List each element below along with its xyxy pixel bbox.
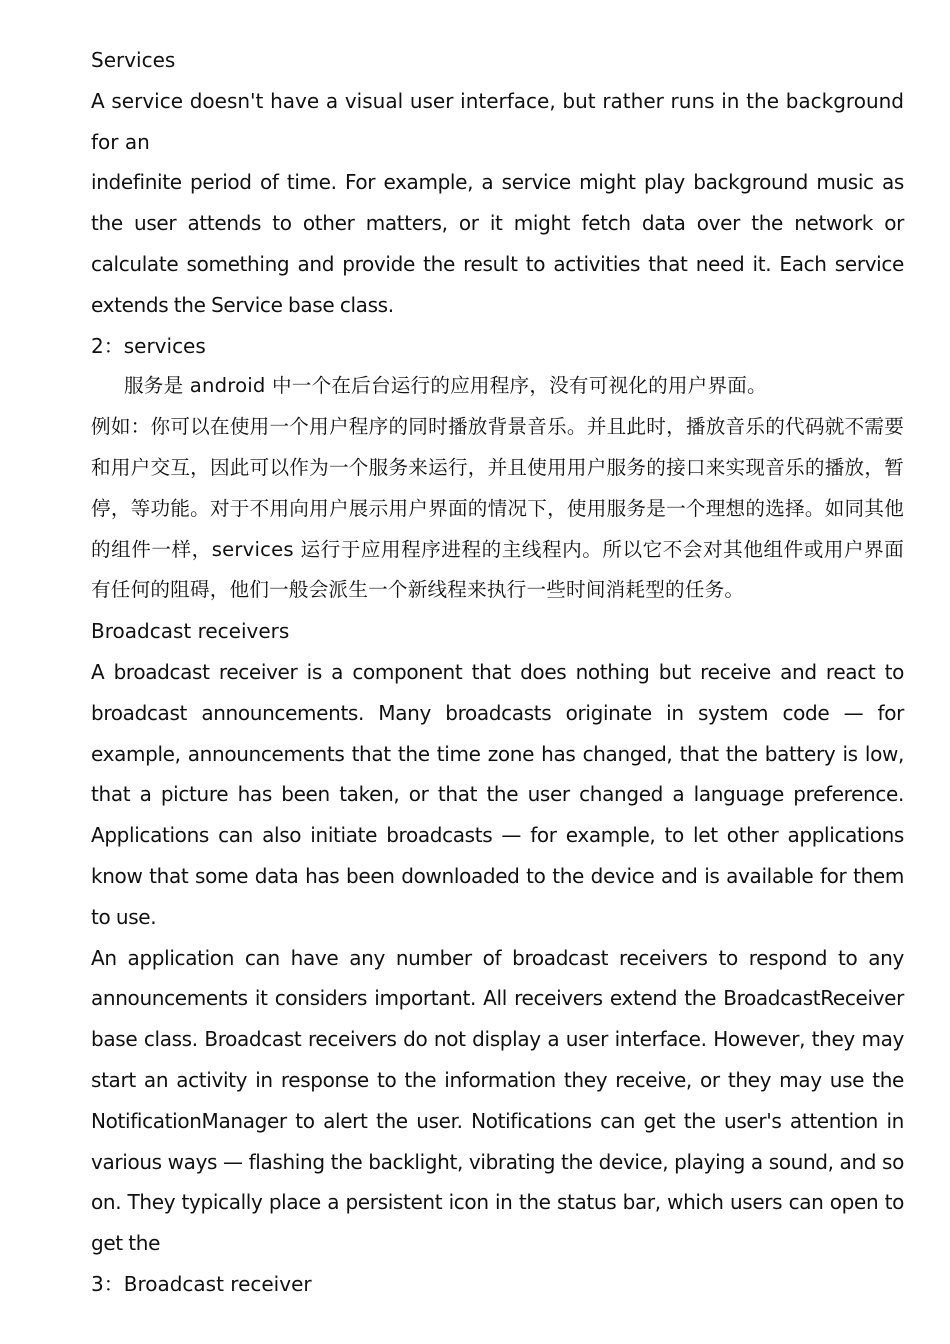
paragraph-broadcast-receiver-description: A broadcast receiver is a component that does nothing but receive and react to broadcast announcements. Many broadcasts originate in system code — for example, announcements that the time zone has changed, that the battery is low, that a picture has been taken, or that the user changed a language preference. Applications can also initiate broadcasts — for example, to let other applications know that some data has been downloaded to the device and is available for them to use. [91,659,904,929]
paragraph-service-description: indefinite period of time. For example, a service might play background music as the user attends to other matters, or it might fetch data over the network or calculate something and provide the result to activities that need it. Each service extends the Service base class. [91,170,904,317]
heading-services-numbered: 2：services [91,333,206,358]
paragraph-broadcast-receiver-behavior: An application can have any number of broadcast receivers to respond to any announcements it considers important. All receivers extend the BroadcastReceiver base class. Broadcast receivers do not display a user interface. However, they may start an activity in response to the information they receive, or they may use the NotificationManager to alert the user. Notifications can get the user's attention in various ways — flashing the backlight, vibrating the device, playing a sound, and so on. They typically place a persistent icon in the status bar, which users can open to get the [91,945,904,1256]
document-page [91,40,904,1305]
paragraph-service-intro: A service doesn't have a visual user interface, but rather runs in the background for an [91,88,904,154]
heading-services: Services [91,48,176,72]
paragraph-services-chinese-summary: 服务是 android 中一个在后台运行的应用程序，没有可视化的用户界面。 [124,374,767,398]
heading-broadcast-receivers: Broadcast receivers [91,619,290,644]
heading-broadcast-receiver-numbered: 3：Broadcast receiver [91,1271,312,1296]
paragraph-services-chinese-detail: 例如：你可以在使用一个用户程序的同时播放背景音乐。并且此时，播放音乐的代码就不需要和用户交互，因此可以作为一个服务来运行，并且使用用户服务的接口来实现音乐的播放，暂停，等功能。对于不用向用户展示用户界面的情况下，使用服务是一个理想的选择。如同其他的组件一样，services 运行于应用程序进程的主线程内。所以它不会对其他组件或用户界面有任何的阻碍，他们一般会派生一个新线程来执行一些时间消耗型的任务。 [91,415,904,602]
